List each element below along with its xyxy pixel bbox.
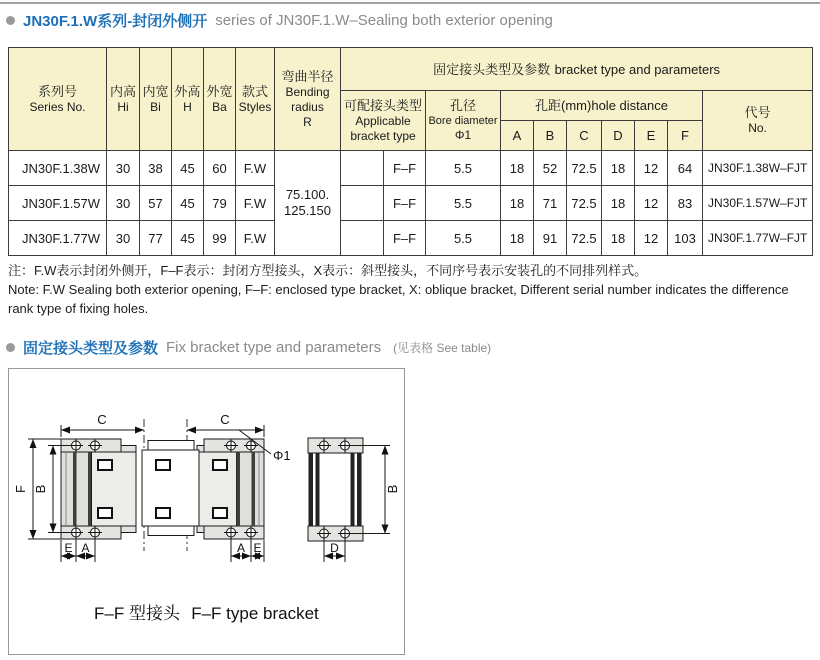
cell-bracket-blank bbox=[341, 221, 384, 256]
cell-d: 18 bbox=[602, 151, 635, 186]
en-label: Φ1 bbox=[454, 128, 472, 142]
page-title bbox=[6, 10, 553, 31]
cell-c: 72.5 bbox=[567, 221, 602, 256]
zh-label: 内高 bbox=[109, 83, 136, 99]
dim-label-a-left: A bbox=[81, 541, 90, 555]
cell-e: 12 bbox=[635, 151, 668, 186]
zh-label: 外宽 bbox=[206, 83, 233, 99]
cell-b: 52 bbox=[534, 151, 567, 186]
cell-bracket-blank bbox=[341, 186, 384, 221]
col-header-d: D bbox=[602, 121, 635, 151]
dim-label-a-right: A bbox=[236, 541, 246, 555]
en-label: Ba bbox=[212, 99, 227, 114]
notes-block bbox=[8, 261, 814, 318]
bullet-icon bbox=[6, 343, 15, 352]
col-header-a: A bbox=[501, 121, 534, 151]
cell-series: JN30F.1.77W bbox=[9, 221, 107, 256]
en-label: Styles bbox=[238, 99, 272, 114]
zh-label: 内宽 bbox=[142, 83, 169, 99]
cell-ba: 99 bbox=[204, 221, 236, 256]
cell-hi: 30 bbox=[107, 186, 140, 221]
zh-label: 固定接头类型及参数 bbox=[433, 61, 551, 77]
cell-no: JN30F.1.77W–FJT bbox=[703, 221, 813, 256]
spec-table bbox=[8, 47, 813, 256]
en-label: Applicable bracket type bbox=[350, 113, 416, 143]
bracket-diagram-box bbox=[8, 368, 405, 655]
middle-link bbox=[142, 441, 199, 536]
diagram-caption-zh: F–F 型接头 bbox=[94, 604, 180, 623]
cell-bore: 5.5 bbox=[426, 221, 501, 256]
dim-label-e-left: E bbox=[64, 541, 73, 555]
cell-b: 71 bbox=[534, 186, 567, 221]
section2-title bbox=[6, 337, 491, 358]
cell-bending-radius bbox=[275, 151, 341, 256]
cell-bracket-blank bbox=[341, 151, 384, 186]
col-header-hole-distance bbox=[501, 91, 703, 121]
right-bracket bbox=[197, 439, 264, 540]
bullet-icon bbox=[6, 16, 15, 25]
en-label: Series No. bbox=[29, 99, 86, 114]
cell-c: 72.5 bbox=[567, 151, 602, 186]
cell-bracket: F–F bbox=[384, 151, 426, 186]
cell-d: 18 bbox=[602, 186, 635, 221]
cell-a: 18 bbox=[501, 151, 534, 186]
col-header-c: C bbox=[567, 121, 602, 151]
cell-h: 45 bbox=[172, 151, 204, 186]
bending-line2: 125.150 bbox=[284, 203, 331, 218]
note-zh: 注：F.W表示封闭外侧开，F–F表示：封闭方型接头，X表示：斜型接头，不同序号表示安装孔的不同排列样式。 bbox=[8, 263, 648, 278]
col-header-ba bbox=[204, 48, 236, 151]
cell-e: 12 bbox=[635, 221, 668, 256]
cell-style: F.W bbox=[236, 186, 275, 221]
cell-bore: 5.5 bbox=[426, 151, 501, 186]
page-title-en: series of JN30F.1.W–Sealing both exterior opening bbox=[215, 12, 553, 29]
section2-title-en: Fix bracket type and parameters bbox=[166, 339, 382, 356]
dim-label-f: F bbox=[13, 485, 28, 493]
cell-ba: 60 bbox=[204, 151, 236, 186]
zh-label: 系列号 bbox=[37, 83, 77, 99]
cell-c: 72.5 bbox=[567, 186, 602, 221]
cell-series: JN30F.1.38W bbox=[9, 151, 107, 186]
cell-no: JN30F.1.38W–FJT bbox=[703, 151, 813, 186]
en-label: Bi bbox=[150, 99, 161, 114]
en-label: No. bbox=[748, 121, 767, 135]
en-label: Hi bbox=[117, 99, 129, 114]
dim-label-c-right: C bbox=[220, 412, 230, 427]
col-header-h bbox=[172, 48, 204, 151]
side-view bbox=[308, 438, 363, 541]
dim-label-phi: Φ1 bbox=[273, 448, 291, 463]
col-header-applicable bbox=[341, 91, 426, 151]
col-header-e: E bbox=[635, 121, 668, 151]
cell-e: 12 bbox=[635, 186, 668, 221]
en-label: hole distance bbox=[591, 98, 668, 113]
zh-label: 款式 bbox=[241, 83, 268, 99]
zh-label: 孔径 bbox=[449, 98, 476, 113]
section2-title-zh: 固定接头类型及参数 bbox=[23, 340, 159, 357]
cell-ba: 79 bbox=[204, 186, 236, 221]
cell-a: 18 bbox=[501, 221, 534, 256]
en-label: R bbox=[303, 114, 312, 129]
col-header-hi bbox=[107, 48, 140, 151]
dim-label-c-left: C bbox=[97, 412, 107, 427]
dim-label-e-right: E bbox=[253, 541, 262, 555]
col-header-bending bbox=[275, 48, 341, 151]
col-header-f: F bbox=[668, 121, 703, 151]
group-header-bracket-params bbox=[341, 48, 813, 91]
cell-bi: 38 bbox=[140, 151, 172, 186]
col-header-styles bbox=[236, 48, 275, 151]
parameters-table bbox=[8, 47, 813, 256]
en-label: Bore diameter bbox=[428, 115, 498, 127]
dim-label-b-side: B bbox=[385, 484, 400, 494]
cell-f: 103 bbox=[668, 221, 703, 256]
cell-b: 91 bbox=[534, 221, 567, 256]
en-label: bracket type and parameters bbox=[554, 61, 721, 77]
see-table-hint: (见表格 See table) bbox=[393, 341, 492, 355]
dim-label-b-left: B bbox=[33, 484, 48, 494]
col-header-no bbox=[703, 91, 813, 151]
note-en: Note: F.W Sealing both exterior opening, F–F: enclosed type bracket, X: oblique bracket, Different serial number indicates the difference rank type of fixing holes. bbox=[8, 282, 789, 316]
cell-f: 83 bbox=[668, 186, 703, 221]
col-header-bi bbox=[140, 48, 172, 151]
cell-hi: 30 bbox=[107, 221, 140, 256]
cell-bore: 5.5 bbox=[426, 186, 501, 221]
cell-style: F.W bbox=[236, 151, 275, 186]
bracket-technical-drawing bbox=[9, 369, 404, 654]
col-header-b: B bbox=[534, 121, 567, 151]
cell-bi: 77 bbox=[140, 221, 172, 256]
zh-label: 孔距(mm) bbox=[535, 98, 592, 113]
cell-f: 64 bbox=[668, 151, 703, 186]
page-title-zh: JN30F.1.W系列-封闭外侧开 bbox=[23, 13, 208, 30]
cell-style: F.W bbox=[236, 221, 275, 256]
table-row bbox=[9, 221, 813, 256]
en-label: H bbox=[183, 99, 192, 114]
cell-no: JN30F.1.57W–FJT bbox=[703, 186, 813, 221]
cell-bracket: F–F bbox=[384, 186, 426, 221]
table-row bbox=[9, 151, 813, 186]
dim-label-d: D bbox=[330, 541, 339, 555]
cell-series: JN30F.1.57W bbox=[9, 186, 107, 221]
cell-h: 45 bbox=[172, 221, 204, 256]
diagram-caption-en: F–F type bracket bbox=[191, 604, 319, 623]
col-header-bore bbox=[426, 91, 501, 151]
cell-bi: 57 bbox=[140, 186, 172, 221]
cell-a: 18 bbox=[501, 186, 534, 221]
table-row bbox=[9, 186, 813, 221]
cell-d: 18 bbox=[602, 221, 635, 256]
col-header-series bbox=[9, 48, 107, 151]
bending-line1: 75.100. bbox=[285, 187, 330, 202]
left-bracket bbox=[61, 439, 136, 540]
en-label: Bending radius bbox=[285, 84, 330, 114]
cell-h: 45 bbox=[172, 186, 204, 221]
top-divider bbox=[0, 2, 820, 4]
cell-bracket: F–F bbox=[384, 221, 426, 256]
zh-label: 代号 bbox=[744, 105, 771, 120]
zh-label: 外高 bbox=[174, 83, 201, 99]
zh-label: 可配接头类型 bbox=[343, 97, 422, 113]
cell-hi: 30 bbox=[107, 151, 140, 186]
zh-label: 弯曲半径 bbox=[281, 68, 334, 84]
